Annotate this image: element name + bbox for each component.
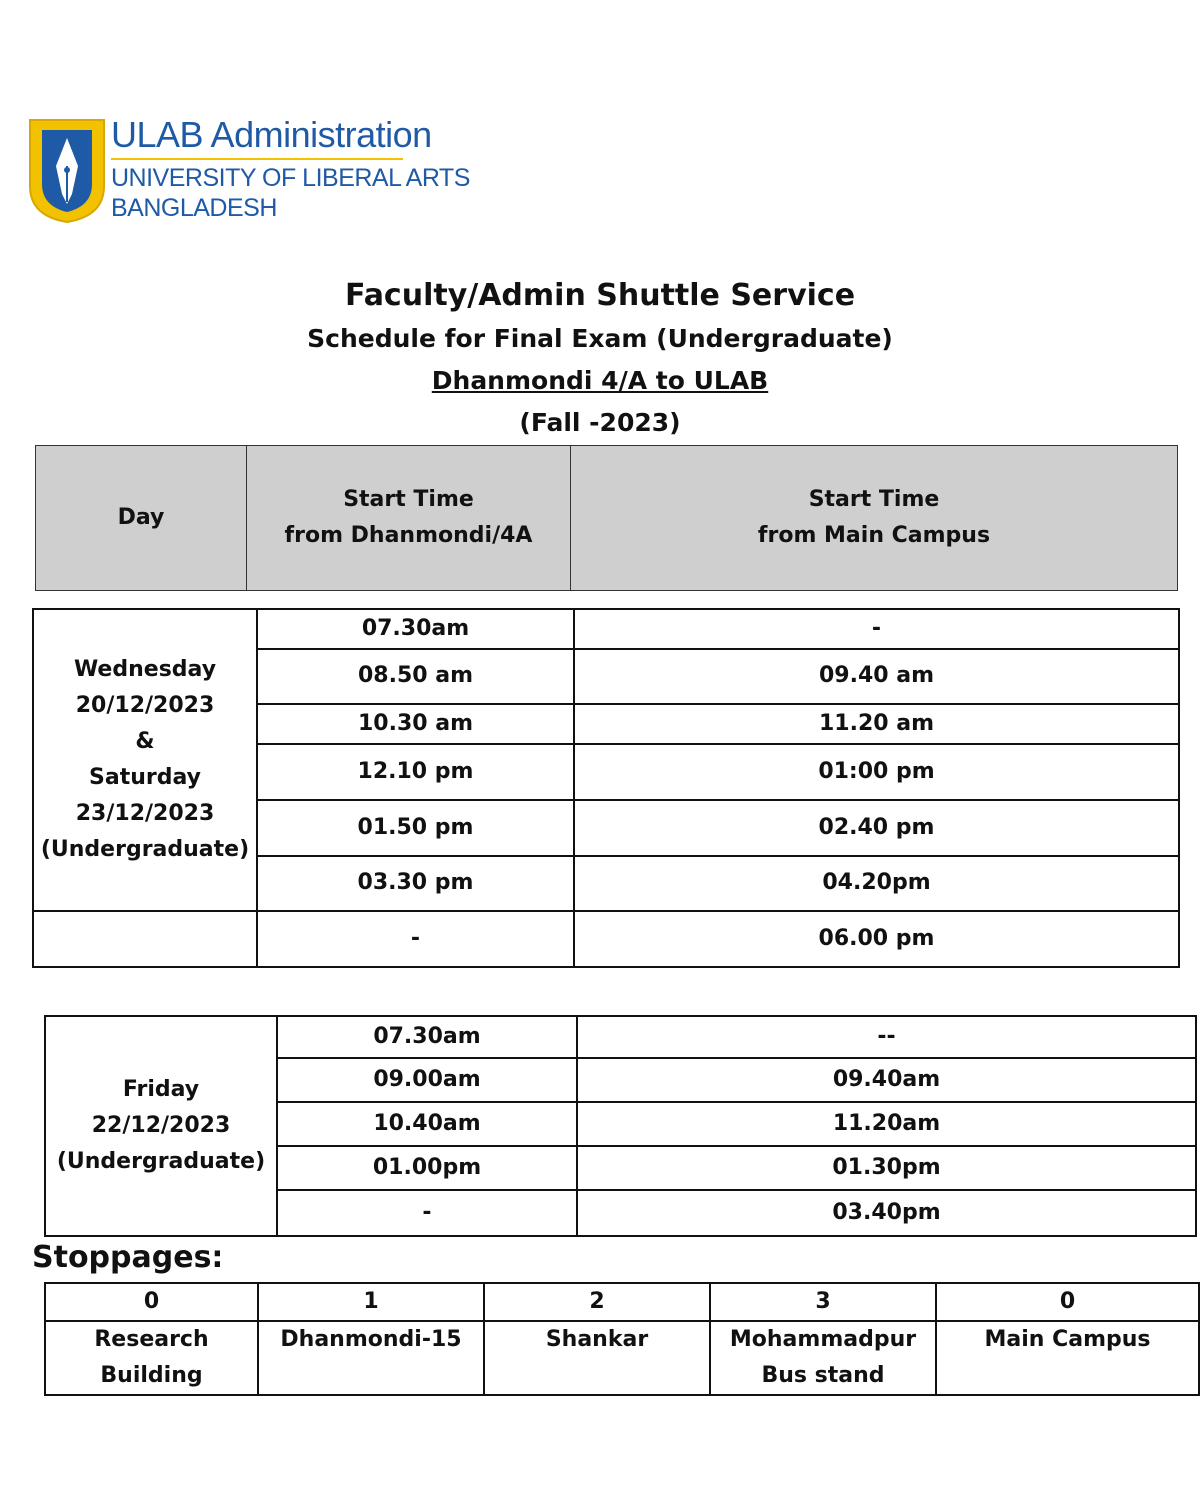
stop-number: 0 xyxy=(936,1283,1199,1321)
stop-name-line: Dhanmondi-15 xyxy=(280,1327,462,1352)
stop-name-dhanmondi-15 xyxy=(258,1321,484,1395)
stop-name-research-building xyxy=(45,1321,258,1395)
header-col1-line1: Start Time xyxy=(343,487,474,512)
campus-time: 04.20pm xyxy=(574,856,1179,911)
stop-number: 2 xyxy=(484,1283,710,1321)
campus-time: 09.40am xyxy=(577,1058,1196,1102)
dhanmondi-time: 07.30am xyxy=(257,609,574,649)
logo-country: BANGLADESH xyxy=(111,194,277,222)
stop-name-line: Research xyxy=(94,1327,209,1352)
ulab-shield-icon xyxy=(28,118,106,224)
schedule-header-table xyxy=(35,445,1178,591)
day-cell-friday xyxy=(45,1016,277,1236)
logo-title: ULAB Administration xyxy=(111,114,432,155)
campus-time: 03.40pm xyxy=(577,1190,1196,1236)
campus-time: 01:00 pm xyxy=(574,744,1179,800)
dhanmondi-time: 10.30 am xyxy=(257,704,574,744)
day-line: Friday xyxy=(122,1077,200,1102)
stop-name-main-campus xyxy=(936,1321,1199,1395)
stop-name-shankar xyxy=(484,1321,710,1395)
dhanmondi-time: 03.30 pm xyxy=(257,856,574,911)
logo-university-name: UNIVERSITY OF LIBERAL ARTS xyxy=(111,164,470,192)
table-row xyxy=(33,911,1179,967)
stop-name-mohammadpur xyxy=(710,1321,936,1395)
stop-name-line: Shankar xyxy=(545,1327,649,1352)
empty-day-cell xyxy=(33,911,257,967)
day-line: & xyxy=(135,729,155,754)
term-label: (Fall -2023) xyxy=(519,408,681,437)
dhanmondi-time: - xyxy=(277,1190,577,1236)
stop-name-line: Building xyxy=(100,1363,203,1388)
header-day-label: Day xyxy=(117,505,165,530)
route-title: Dhanmondi 4/A to ULAB xyxy=(431,366,769,395)
table-row xyxy=(33,609,1179,649)
header-col2-line1: Start Time xyxy=(808,487,940,512)
ulab-logo xyxy=(28,114,470,224)
dhanmondi-time: 09.00am xyxy=(277,1058,577,1102)
schedule-table-wed-sat xyxy=(32,608,1180,968)
campus-time: 11.20 am xyxy=(574,704,1179,744)
campus-time: -- xyxy=(577,1016,1196,1058)
header-day xyxy=(36,446,247,591)
page-subtitle: Schedule for Final Exam (Undergraduate) xyxy=(307,324,893,353)
header-col2-line2: from Main Campus xyxy=(757,523,991,548)
stop-number-row xyxy=(45,1283,1199,1321)
campus-time: 06.00 pm xyxy=(574,911,1179,967)
header-row xyxy=(36,446,1178,591)
stop-number: 3 xyxy=(710,1283,936,1321)
schedule-table-friday xyxy=(44,1015,1197,1237)
header-col1-line2: from Dhanmondi/4A xyxy=(284,523,533,548)
stop-name-row xyxy=(45,1321,1199,1395)
page-title: Faculty/Admin Shuttle Service xyxy=(344,278,856,313)
logo-divider xyxy=(111,158,403,160)
stop-name-line: Mohammadpur xyxy=(729,1327,917,1352)
day-line: (Undergraduate) xyxy=(56,1149,266,1174)
day-line: Wednesday xyxy=(73,657,217,682)
stoppages-title: Stoppages: xyxy=(32,1240,224,1275)
dhanmondi-time: 01.00pm xyxy=(277,1146,577,1190)
day-line: Saturday xyxy=(89,765,201,790)
day-line: 22/12/2023 xyxy=(91,1113,231,1138)
stoppages-table xyxy=(44,1282,1200,1396)
campus-time: 11.20am xyxy=(577,1102,1196,1146)
day-line: 20/12/2023 xyxy=(75,693,215,718)
table-row xyxy=(45,1016,1196,1058)
campus-time: - xyxy=(574,609,1179,649)
stop-name-line: Bus stand xyxy=(761,1363,885,1388)
day-cell-wed-sat xyxy=(33,609,257,911)
stop-number: 1 xyxy=(258,1283,484,1321)
campus-time: 02.40 pm xyxy=(574,800,1179,856)
campus-time: 09.40 am xyxy=(574,649,1179,704)
day-line: (Undergraduate) xyxy=(40,837,250,862)
header-dhanmondi-start xyxy=(247,446,571,591)
dhanmondi-time: 10.40am xyxy=(277,1102,577,1146)
dhanmondi-time: 08.50 am xyxy=(257,649,574,704)
day-line: 23/12/2023 xyxy=(75,801,215,826)
stop-number: 0 xyxy=(45,1283,258,1321)
dhanmondi-time: 07.30am xyxy=(277,1016,577,1058)
dhanmondi-time: 12.10 pm xyxy=(257,744,574,800)
dhanmondi-time: 01.50 pm xyxy=(257,800,574,856)
header-campus-start xyxy=(571,446,1178,591)
dhanmondi-time: - xyxy=(257,911,574,967)
stop-name-line: Main Campus xyxy=(984,1327,1151,1352)
campus-time: 01.30pm xyxy=(577,1146,1196,1190)
